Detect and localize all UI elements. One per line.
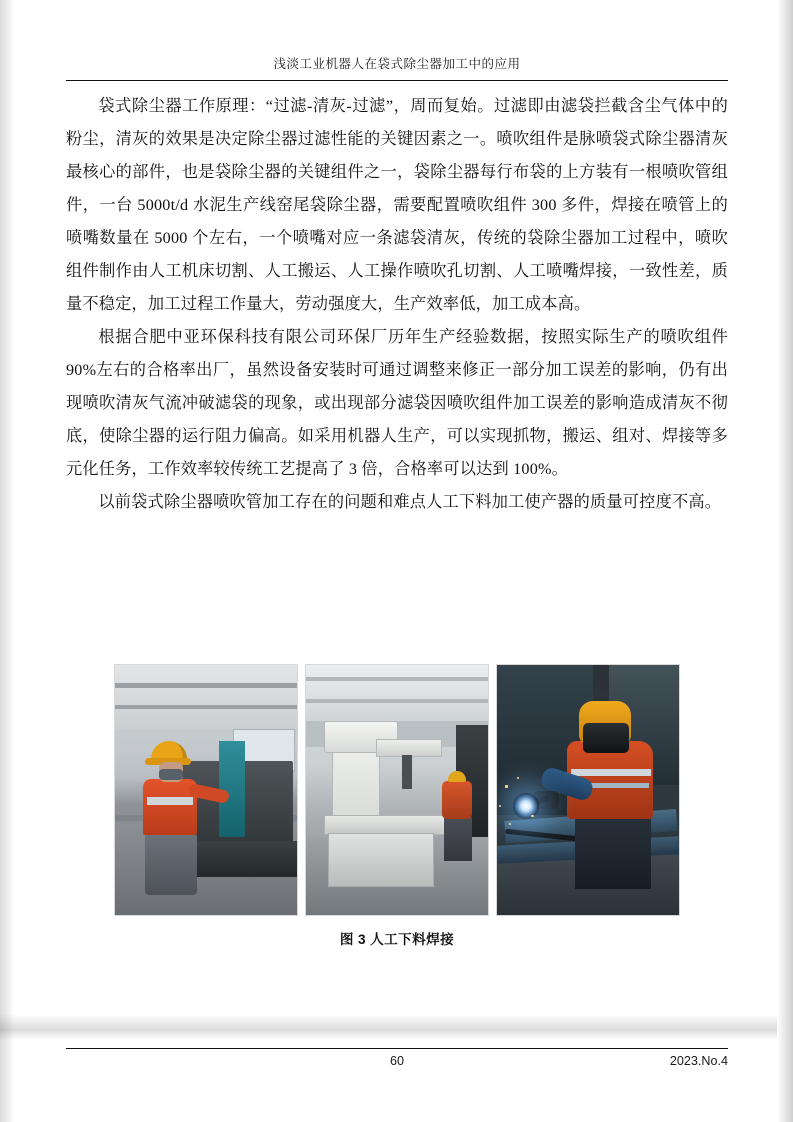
ceiling-region: [306, 665, 488, 723]
spark: [531, 815, 534, 817]
photo-milling-machine: [305, 664, 489, 916]
ceiling-beam-2: [306, 699, 488, 703]
footer-divider: [66, 1048, 728, 1049]
document-body: [66, 90, 728, 519]
issue-label: 2023.No.4: [669, 1054, 728, 1068]
worker-torso: [442, 781, 472, 819]
mill-table: [324, 815, 446, 835]
worker-legs: [145, 833, 197, 895]
mill-spindle: [402, 755, 412, 789]
spark: [517, 777, 519, 779]
photo-manual-cutting: [114, 664, 298, 916]
figure-image-row: [66, 664, 728, 916]
page-footer: [66, 1054, 728, 1074]
ceiling-region: [115, 665, 297, 729]
worker-legs: [444, 817, 472, 861]
running-header: 浅淡工业机器人在袋式除尘器加工中的应用: [273, 57, 521, 71]
paragraph-3: 以前袋式除尘器喷吹管加工存在的问题和难点人工下料加工使产器的质量可控度不高。: [98, 493, 722, 511]
scan-shadow: [0, 1014, 793, 1040]
paragraph-1: 袋式除尘器工作原理：“过滤-清灰-过滤”，周而复始。过滤即由滤袋拦截含尘气体中的粉尘，清灰的效果是决定除尘器过滤性能的关键因素之一。喷吹组件是脉喷袋式除尘器清灰最核心的部件，也是袋除尘器的关键组件之一，袋除尘器每行布袋的上方装有一根喷吹管组件，一台 5000t/d 水泥生产线窑尾袋除尘器，需要配置喷吹组件 300 多件，焊接在喷管上的喷嘴数量在 5000 个左右，一个喷嘴对应一条滤袋清灰，传统的袋除尘器加工过程中，喷吹组件制作由人工机床切割、人工搬运、人工操作喷吹孔切割、人工喷嘴焊接，一致性差，质量不稳定，加工过程工作量大，劳动强度大，生产效率低，加工成本高。: [66, 97, 728, 313]
ceiling-beam: [306, 677, 488, 681]
spark: [499, 805, 501, 807]
spark: [505, 785, 508, 788]
figure-caption: 图 3 人工下料焊接: [339, 932, 455, 947]
welder-legs: [575, 817, 651, 889]
ceiling-beam-2: [115, 705, 297, 709]
photo-manual-welding: [496, 664, 680, 916]
spark: [509, 823, 511, 825]
welder-reflective-stripe: [571, 769, 651, 776]
welding-arc-light: [513, 793, 539, 819]
worker-vest-stripe: [147, 797, 193, 805]
worker-helmet: [448, 771, 466, 782]
welding-visor: [583, 723, 629, 753]
header-divider: [66, 80, 728, 81]
mill-base: [328, 833, 434, 887]
ceiling-beam: [115, 683, 297, 688]
page-number: 60: [389, 1054, 404, 1068]
worker-mask: [159, 769, 183, 780]
paragraph-2: 根据合肥中亚环保科技有限公司环保厂历年生产经验数据，按照实际生产的喷吹组件 90%左右的合格率出厂，虽然设备安装时可通过调整来修正一部分加工误差的影响，仍有出现喷吹清灰气流冲破滤袋的现象，或出现部分滤袋因喷吹组件加工误差的影响造成清灰不彻底，使除尘器的运行阻力偏高。如采用机器人生产，可以实现抓物，搬运、组对、焊接等多元化任务，工作效率较传统工艺提高了 3 倍，合格率可以达到 100%。: [66, 328, 728, 478]
figure-3: [66, 664, 728, 948]
